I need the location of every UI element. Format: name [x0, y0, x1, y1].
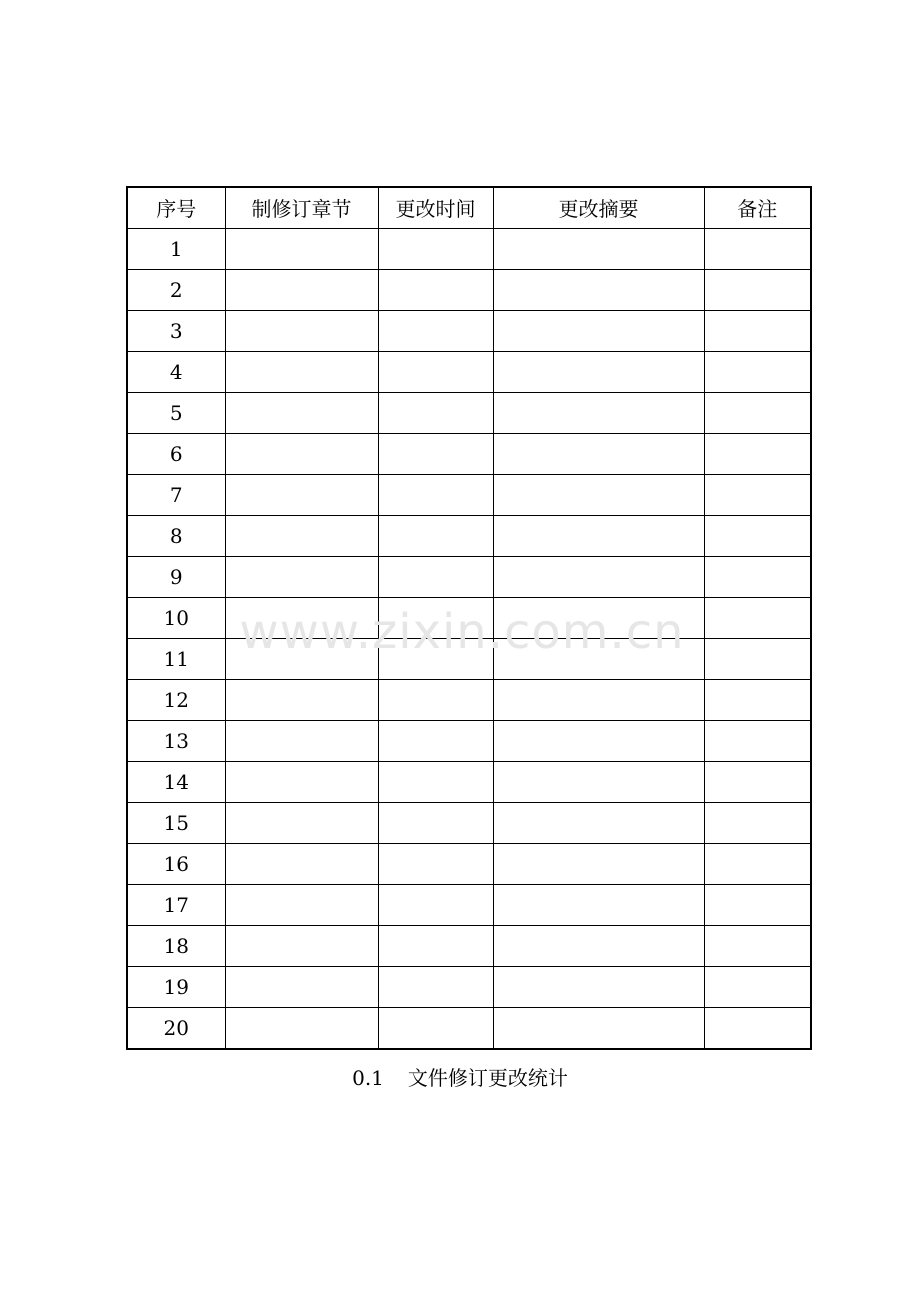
cell-change-time	[378, 311, 493, 352]
cell-remarks	[704, 475, 811, 516]
cell-change-summary	[493, 721, 704, 762]
cell-remarks	[704, 557, 811, 598]
cell-chapter	[225, 885, 378, 926]
cell-change-summary	[493, 516, 704, 557]
cell-remarks	[704, 311, 811, 352]
cell-change-summary	[493, 475, 704, 516]
table-caption	[0, 1064, 920, 1092]
cell-change-summary	[493, 639, 704, 680]
cell-change-time	[378, 516, 493, 557]
cell-remarks	[704, 967, 811, 1008]
cell-change-time	[378, 270, 493, 311]
caption-number: 0.1	[352, 1066, 384, 1090]
cell-chapter	[225, 393, 378, 434]
cell-seq: 3	[127, 311, 225, 352]
cell-remarks	[704, 270, 811, 311]
cell-seq: 18	[127, 926, 225, 967]
cell-chapter	[225, 311, 378, 352]
cell-seq: 11	[127, 639, 225, 680]
cell-remarks	[704, 1008, 811, 1050]
cell-remarks	[704, 516, 811, 557]
header-seq: 序号	[127, 187, 225, 229]
cell-change-time	[378, 1008, 493, 1050]
cell-seq: 19	[127, 967, 225, 1008]
cell-chapter	[225, 639, 378, 680]
cell-chapter	[225, 844, 378, 885]
cell-chapter	[225, 475, 378, 516]
cell-remarks	[704, 434, 811, 475]
cell-seq: 5	[127, 393, 225, 434]
table-body	[127, 229, 811, 1050]
cell-seq: 7	[127, 475, 225, 516]
cell-remarks	[704, 721, 811, 762]
cell-chapter	[225, 680, 378, 721]
cell-change-summary	[493, 229, 704, 270]
cell-change-summary	[493, 762, 704, 803]
cell-change-summary	[493, 557, 704, 598]
table-row	[127, 311, 811, 352]
header-change-time: 更改时间	[378, 187, 493, 229]
cell-change-time	[378, 557, 493, 598]
table-row	[127, 1008, 811, 1050]
table-row	[127, 516, 811, 557]
cell-chapter	[225, 967, 378, 1008]
cell-change-summary	[493, 1008, 704, 1050]
cell-change-time	[378, 680, 493, 721]
cell-remarks	[704, 803, 811, 844]
cell-seq: 14	[127, 762, 225, 803]
table-row	[127, 270, 811, 311]
cell-chapter	[225, 352, 378, 393]
cell-chapter	[225, 762, 378, 803]
cell-remarks	[704, 762, 811, 803]
table-row	[127, 229, 811, 270]
cell-change-summary	[493, 926, 704, 967]
table-row	[127, 762, 811, 803]
cell-seq: 10	[127, 598, 225, 639]
cell-remarks	[704, 229, 811, 270]
cell-chapter	[225, 1008, 378, 1050]
header-change-summary: 更改摘要	[493, 187, 704, 229]
cell-change-summary	[493, 598, 704, 639]
cell-change-summary	[493, 434, 704, 475]
table-row	[127, 803, 811, 844]
cell-remarks	[704, 926, 811, 967]
cell-change-time	[378, 844, 493, 885]
cell-remarks	[704, 352, 811, 393]
cell-remarks	[704, 885, 811, 926]
cell-seq: 2	[127, 270, 225, 311]
cell-seq: 15	[127, 803, 225, 844]
cell-chapter	[225, 721, 378, 762]
table-row	[127, 926, 811, 967]
table-row	[127, 967, 811, 1008]
table-row	[127, 639, 811, 680]
table-row	[127, 721, 811, 762]
cell-change-time	[378, 598, 493, 639]
cell-change-summary	[493, 967, 704, 1008]
cell-seq: 8	[127, 516, 225, 557]
cell-seq: 16	[127, 844, 225, 885]
cell-change-time	[378, 803, 493, 844]
cell-change-time	[378, 762, 493, 803]
header-remarks: 备注	[704, 187, 811, 229]
cell-change-time	[378, 721, 493, 762]
cell-seq: 13	[127, 721, 225, 762]
cell-remarks	[704, 598, 811, 639]
cell-seq: 20	[127, 1008, 225, 1050]
cell-change-time	[378, 352, 493, 393]
table-row	[127, 434, 811, 475]
cell-chapter	[225, 803, 378, 844]
table-header-row	[127, 187, 811, 229]
cell-change-time	[378, 393, 493, 434]
cell-change-summary	[493, 270, 704, 311]
cell-seq: 9	[127, 557, 225, 598]
cell-change-summary	[493, 311, 704, 352]
cell-seq: 4	[127, 352, 225, 393]
cell-change-summary	[493, 803, 704, 844]
cell-change-summary	[493, 680, 704, 721]
table-row	[127, 393, 811, 434]
revision-record-table	[126, 186, 812, 1050]
cell-remarks	[704, 639, 811, 680]
cell-change-time	[378, 967, 493, 1008]
table-row	[127, 844, 811, 885]
cell-change-time	[378, 475, 493, 516]
cell-chapter	[225, 557, 378, 598]
cell-change-time	[378, 639, 493, 680]
cell-change-summary	[493, 352, 704, 393]
table-row	[127, 598, 811, 639]
cell-change-time	[378, 885, 493, 926]
cell-seq: 12	[127, 680, 225, 721]
header-chapter: 制修订章节	[225, 187, 378, 229]
table-row	[127, 475, 811, 516]
cell-seq: 6	[127, 434, 225, 475]
cell-remarks	[704, 680, 811, 721]
cell-change-summary	[493, 844, 704, 885]
table-row	[127, 680, 811, 721]
cell-change-summary	[493, 393, 704, 434]
cell-remarks	[704, 393, 811, 434]
table-row	[127, 885, 811, 926]
cell-chapter	[225, 229, 378, 270]
cell-change-summary	[493, 885, 704, 926]
cell-change-time	[378, 229, 493, 270]
watermark: www.zixin.com.cn	[239, 604, 685, 660]
table-row	[127, 557, 811, 598]
cell-chapter	[225, 598, 378, 639]
cell-chapter	[225, 926, 378, 967]
cell-change-time	[378, 926, 493, 967]
cell-chapter	[225, 270, 378, 311]
table-row	[127, 352, 811, 393]
cell-remarks	[704, 844, 811, 885]
caption-text: 文件修订更改统计	[407, 1066, 568, 1090]
cell-seq: 17	[127, 885, 225, 926]
cell-chapter	[225, 516, 378, 557]
cell-seq: 1	[127, 229, 225, 270]
cell-change-time	[378, 434, 493, 475]
cell-chapter	[225, 434, 378, 475]
